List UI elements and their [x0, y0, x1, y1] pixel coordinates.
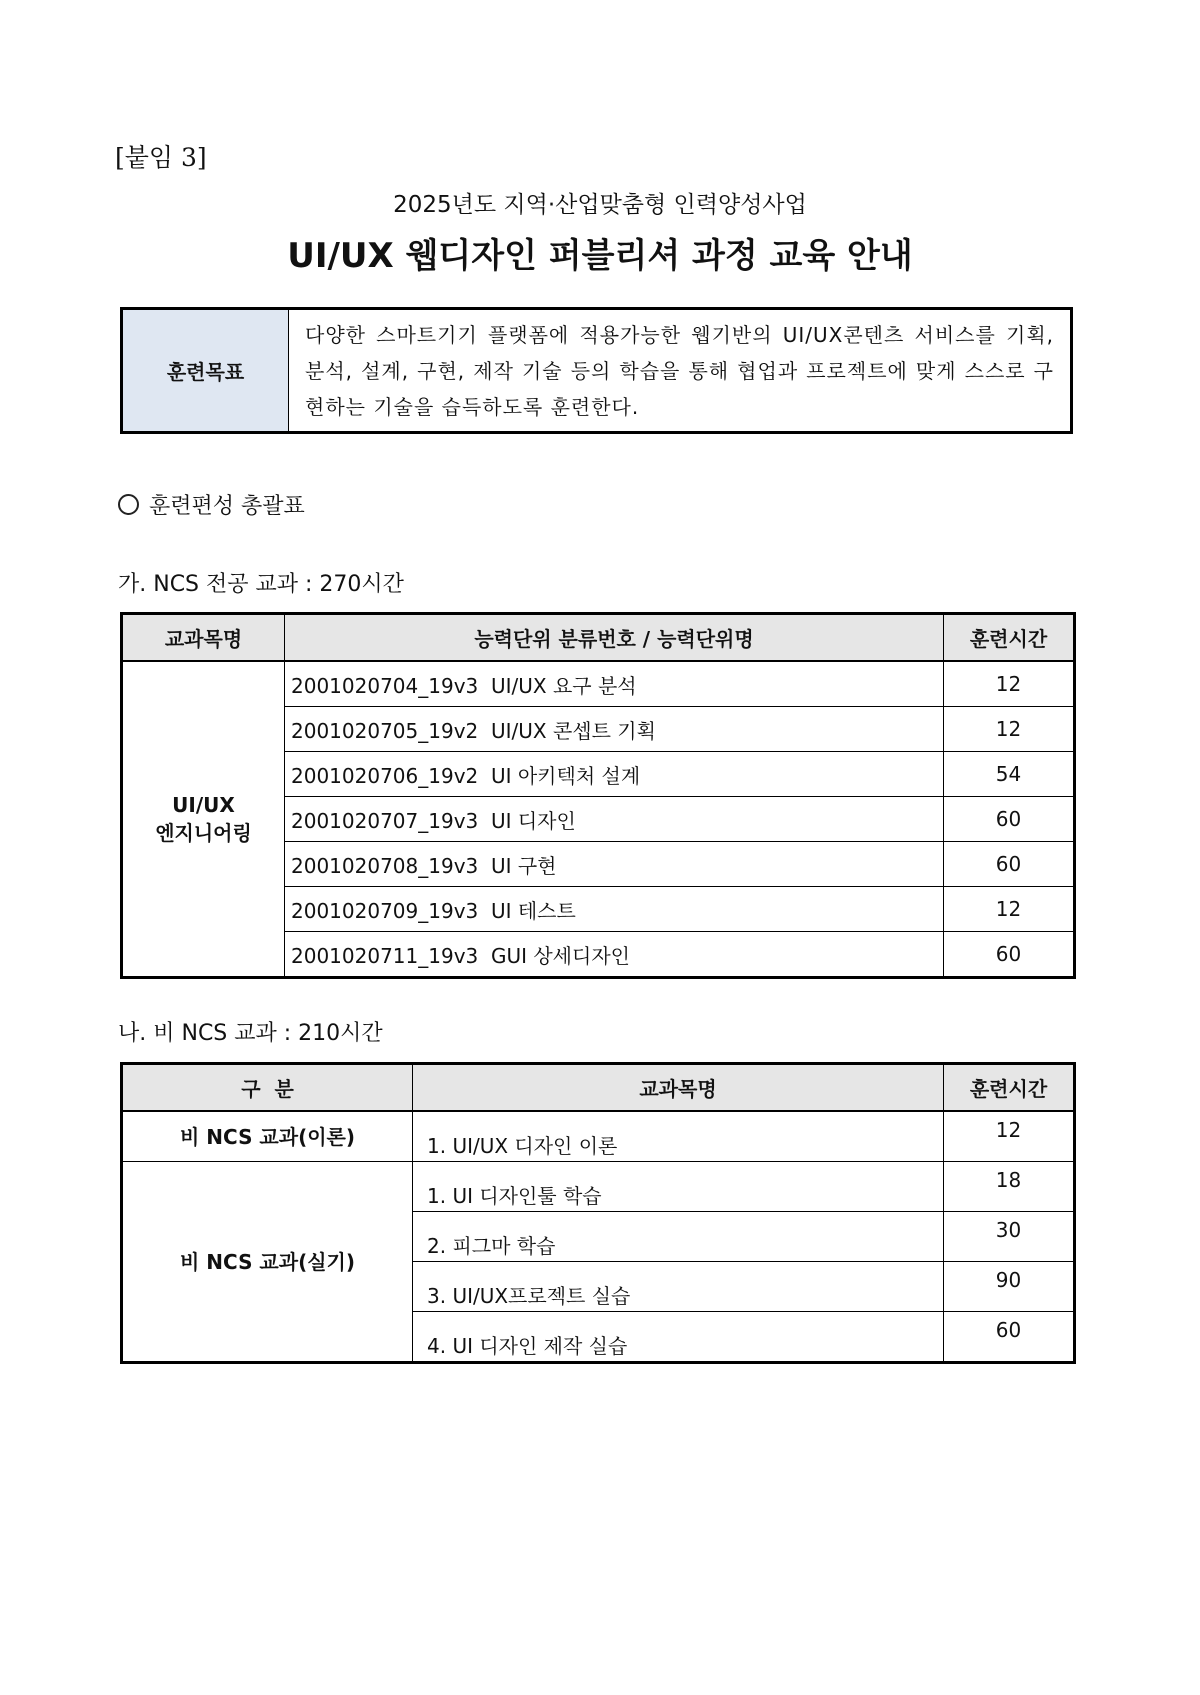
training-goal-label: 훈련목표 — [122, 309, 289, 433]
subject-cell: 1. UI 디자인툴 학습 — [413, 1162, 944, 1212]
non-ncs-table — [120, 1062, 1076, 1364]
attachment-label: [붙임 3] — [115, 143, 207, 172]
ncs-group-line2: 엔지니어링 — [155, 821, 252, 845]
unit-cell: 2001020704_19v3 UI/UX 요구 분석 — [285, 661, 944, 707]
non-ncs-caption: 나. 비 NCS 교과 : 210시간 — [118, 1021, 383, 1046]
hours-cell: 60 — [944, 932, 1075, 978]
training-goal-text: 다양한 스마트기기 플랫폼에 적용가능한 웹기반의 UI/UX콘텐츠 서비스를 기획, 분석, 설계, 구현, 제작 기술 등의 학습을 통해 협업과 프로젝트에 맞게 스스로 구현하는 기술을 습득하도록 훈련한다. — [289, 309, 1072, 433]
header-subject: 교과목명 — [413, 1064, 944, 1112]
document-subtitle: 2025년도 지역·산업맞춤형 인력양성사업 — [393, 192, 807, 218]
hours-cell: 12 — [944, 661, 1075, 707]
hours-cell: 12 — [944, 707, 1075, 752]
header-subject: 교과목명 — [122, 614, 285, 662]
hours-cell: 18 — [944, 1162, 1075, 1212]
hours-cell: 12 — [944, 1111, 1075, 1162]
table-row — [122, 1162, 1075, 1212]
hours-cell: 30 — [944, 1212, 1075, 1262]
hours-cell: 90 — [944, 1262, 1075, 1312]
header-unit: 능력단위 분류번호 / 능력단위명 — [285, 614, 944, 662]
hours-cell: 60 — [944, 1312, 1075, 1363]
training-goal-row — [122, 309, 1072, 433]
subject-cell: 1. UI/UX 디자인 이론 — [413, 1111, 944, 1162]
unit-cell: 2001020705_19v2 UI/UX 콘셉트 기획 — [285, 707, 944, 752]
hours-cell: 12 — [944, 887, 1075, 932]
header-category: 구 분 — [122, 1064, 413, 1112]
document-title: UI/UX 웹디자인 퍼블리셔 과정 교육 안내 — [287, 236, 913, 276]
unit-cell: 2001020709_19v3 UI 테스트 — [285, 887, 944, 932]
hours-cell: 60 — [944, 842, 1075, 887]
ncs-table — [120, 612, 1076, 979]
section-heading — [118, 489, 305, 520]
training-goal-table — [120, 307, 1073, 434]
ncs-caption: 가. NCS 전공 교과 : 270시간 — [118, 572, 404, 597]
ncs-group-line1: UI/UX — [172, 793, 235, 817]
table-row — [122, 1111, 1075, 1162]
table-header-row — [122, 614, 1075, 662]
practice-group-cell: 비 NCS 교과(실기) — [122, 1162, 413, 1363]
ncs-group-cell — [122, 661, 285, 978]
table-header-row — [122, 1064, 1075, 1112]
hours-cell: 54 — [944, 752, 1075, 797]
unit-cell: 2001020707_19v3 UI 디자인 — [285, 797, 944, 842]
subject-cell: 2. 피그마 학습 — [413, 1212, 944, 1262]
hours-cell: 60 — [944, 797, 1075, 842]
subject-cell: 4. UI 디자인 제작 실습 — [413, 1312, 944, 1363]
unit-cell: 2001020708_19v3 UI 구현 — [285, 842, 944, 887]
unit-cell: 2001020711_19v3 GUI 상세디자인 — [285, 932, 944, 978]
header-hours: 훈련시간 — [944, 614, 1075, 662]
table-row — [122, 661, 1075, 707]
circle-bullet-icon — [118, 494, 139, 515]
theory-group-cell: 비 NCS 교과(이론) — [122, 1111, 413, 1162]
unit-cell: 2001020706_19v2 UI 아키텍처 설계 — [285, 752, 944, 797]
header-hours: 훈련시간 — [944, 1064, 1075, 1112]
subject-cell: 3. UI/UX프로젝트 실습 — [413, 1262, 944, 1312]
section-title: 훈련편성 총괄표 — [149, 494, 305, 519]
